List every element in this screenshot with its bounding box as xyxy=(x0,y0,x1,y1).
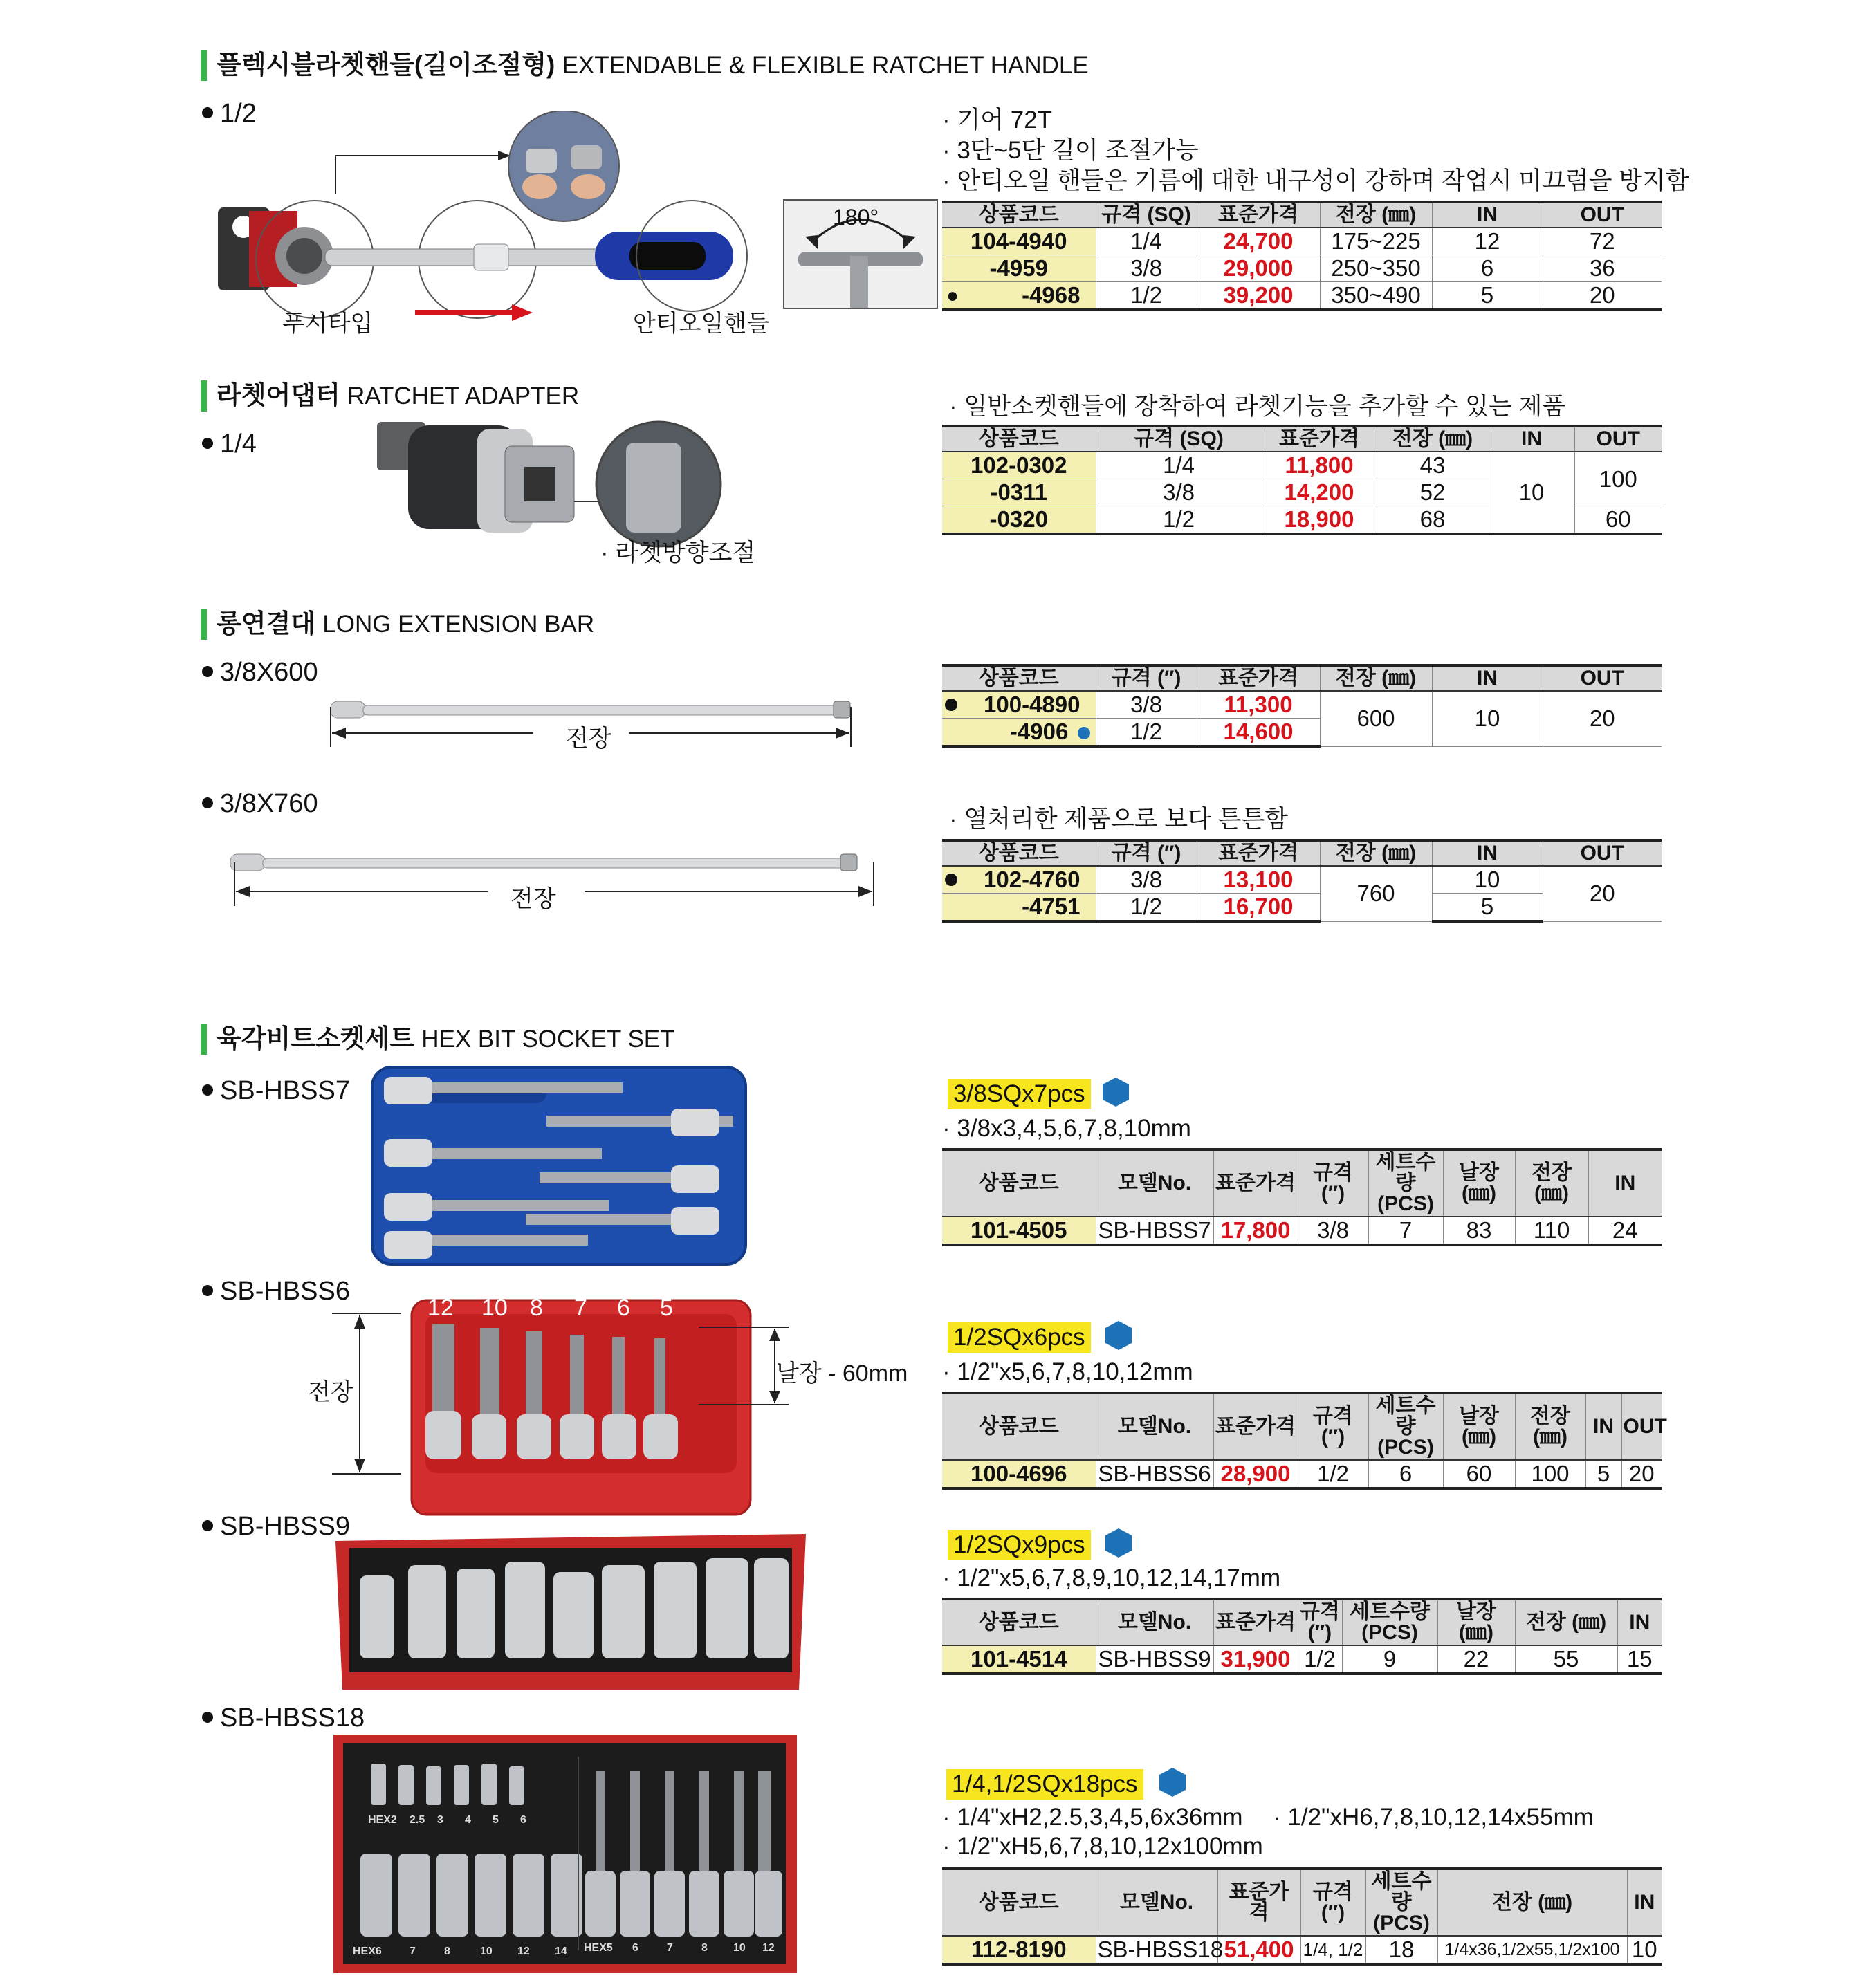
product-code: -0311 xyxy=(942,479,1096,506)
price: 28,900 xyxy=(1213,1460,1298,1488)
variant-label: 1/4 xyxy=(202,429,257,459)
length: 350~490 xyxy=(1320,282,1432,311)
product-code xyxy=(942,691,1096,719)
hbss7-case-image xyxy=(367,1062,761,1269)
out-qty: 60 xyxy=(1574,506,1662,535)
header-blade: 날장 (㎜) xyxy=(1437,1599,1515,1645)
length-label: 전장 xyxy=(566,725,611,752)
product-code-text: -4906 xyxy=(1009,719,1069,744)
set-tag-hbss6: 1/2SQx6pcs xyxy=(948,1322,1091,1353)
table-row xyxy=(942,1936,1662,1964)
header-in: IN xyxy=(1432,665,1543,691)
model-label-hbss6: SB-HBSS6 xyxy=(202,1276,350,1306)
header-length: 전장 (㎜) xyxy=(1377,426,1489,452)
in-qty: 10 xyxy=(1432,691,1543,746)
product-code: 112-8190 xyxy=(942,1936,1096,1964)
product-code xyxy=(942,719,1096,747)
slot-label: 4 xyxy=(465,1814,471,1826)
header-code: 상품코드 xyxy=(942,426,1096,452)
variant-label: 1/2 xyxy=(202,98,257,129)
header-price: 표준가격 xyxy=(1197,202,1320,228)
set-note-hbss18-2: · 1/2"xH6,7,8,10,12,14x55mm xyxy=(1273,1804,1594,1831)
price: 14,200 xyxy=(1262,479,1377,506)
price: 14,600 xyxy=(1197,719,1320,747)
out-qty: 20 xyxy=(1543,282,1662,311)
header-code: 상품코드 xyxy=(942,665,1096,691)
slot-label: 12 xyxy=(517,1945,530,1957)
hbss6-spec-table xyxy=(942,1392,1667,1490)
spec: 1/2 xyxy=(1298,1645,1342,1674)
set-qty: 9 xyxy=(1342,1645,1437,1674)
price: 51,400 xyxy=(1217,1936,1300,1964)
blade-length: 83 xyxy=(1443,1217,1515,1245)
set-tag-hbss18: 1/4,1/2SQx18pcs xyxy=(946,1769,1143,1800)
hbss18-spec-table xyxy=(942,1867,1662,1966)
header-code: 상품코드 xyxy=(942,1869,1096,1936)
header-length: 전장 (㎜) xyxy=(1515,1149,1588,1217)
table-row xyxy=(942,691,1662,719)
anti-oil-handle-caption: 안티오일핸들 xyxy=(633,311,770,337)
header-length: 전장 (㎜) xyxy=(1320,840,1432,866)
header-code: 상품코드 xyxy=(942,1393,1096,1460)
featured-marker: ● xyxy=(946,284,959,307)
out-qty: 36 xyxy=(1543,255,1662,282)
length: 55 xyxy=(1515,1645,1617,1674)
hbss9-case-image xyxy=(329,1534,813,1693)
table-header-row xyxy=(942,426,1662,452)
blade-length: 60 xyxy=(1443,1460,1515,1488)
ratchet-adapter-note: · 일반소켓핸들에 장착하여 라쳇기능을 추가할 수 있는 제품 xyxy=(949,393,1565,420)
length: 250~350 xyxy=(1320,255,1432,282)
title-english: LONG EXTENSION BAR xyxy=(322,611,595,638)
title-english: RATCHET ADAPTER xyxy=(347,382,580,409)
product-code xyxy=(942,866,1096,894)
slot-label: 7 xyxy=(410,1945,416,1957)
table-header-row xyxy=(942,840,1662,866)
hex-icon xyxy=(1100,1076,1132,1108)
length-label: 전장 xyxy=(308,1379,353,1405)
ratchet-direction-caption: · 라쳇방향조절 xyxy=(600,539,755,567)
size-label: 5 xyxy=(660,1295,673,1321)
header-price: 표준가격 xyxy=(1213,1393,1298,1460)
header-out: OUT xyxy=(1543,202,1662,228)
spec: 3/8 xyxy=(1096,691,1197,719)
product-code: 104-4940 xyxy=(942,228,1096,255)
header-length: 전장 (㎜) xyxy=(1515,1599,1617,1645)
set-note-hbss6: · 1/2"x5,6,7,8,10,12mm xyxy=(942,1358,1193,1386)
header-set-qty: 세트수량 (PCS) xyxy=(1365,1869,1437,1936)
out-qty: 20 xyxy=(1543,691,1662,746)
header-spec: 규격 (″) xyxy=(1096,840,1197,866)
spec: 1/2 xyxy=(1096,506,1262,535)
size-label: 12 xyxy=(427,1295,454,1321)
hex-icon xyxy=(1157,1766,1188,1798)
slot-label: 12 xyxy=(762,1942,775,1954)
header-price: 표준가격 xyxy=(1197,840,1320,866)
size-label: 10 xyxy=(481,1295,508,1321)
featured-dot xyxy=(945,699,957,711)
set-note-hbss18-3: · 1/2"xH5,6,7,8,10,12x100mm xyxy=(942,1833,1263,1860)
out-qty: 20 xyxy=(1621,1460,1662,1488)
blade-length: 22 xyxy=(1437,1645,1515,1674)
spec: 1/2 xyxy=(1096,894,1197,922)
price: 11,800 xyxy=(1262,452,1377,479)
table-row xyxy=(942,1460,1662,1488)
product-code: 102-0302 xyxy=(942,452,1096,479)
table-row xyxy=(942,452,1662,479)
header-price: 표준가격 xyxy=(1197,665,1320,691)
featured-dot xyxy=(945,874,957,886)
header-in: IN xyxy=(1588,1149,1662,1217)
spec: 3/8 xyxy=(1298,1217,1368,1245)
spec: 3/8 xyxy=(1096,479,1262,506)
slot-label: 8 xyxy=(444,1945,450,1957)
slot-label: HEX6 xyxy=(353,1945,382,1957)
spec: 1/2 xyxy=(1096,282,1197,311)
model-label-hbss9: SB-HBSS9 xyxy=(202,1511,350,1542)
price: 16,700 xyxy=(1197,894,1320,922)
spec: 1/2 xyxy=(1298,1460,1368,1488)
header-out: OUT xyxy=(1574,426,1662,452)
header-price: 표준가격 xyxy=(1213,1149,1298,1217)
header-price: 표준가격 xyxy=(1217,1869,1300,1936)
table-header-row xyxy=(942,1869,1662,1936)
header-code: 상품코드 xyxy=(942,1149,1096,1217)
table-header-row xyxy=(942,1599,1662,1645)
extension-bar-600-spec-table xyxy=(942,664,1662,748)
slot-label: 8 xyxy=(701,1942,708,1954)
size-label: 6 xyxy=(617,1295,630,1321)
variant-label-760: 3/8X760 xyxy=(202,788,318,819)
header-in: IN xyxy=(1432,840,1543,866)
table-row xyxy=(942,228,1662,255)
in-qty: 10 xyxy=(1432,866,1543,894)
slot-label: 5 xyxy=(493,1814,499,1826)
header-model: 모델No. xyxy=(1096,1149,1213,1217)
header-model: 모델No. xyxy=(1096,1393,1213,1460)
price: 17,800 xyxy=(1213,1217,1298,1245)
in-qty: 12 xyxy=(1432,228,1543,255)
set-note-hbss7: · 3/8x3,4,5,6,7,8,10mm xyxy=(942,1115,1191,1143)
model-label-hbss7: SB-HBSS7 xyxy=(202,1075,350,1106)
price: 18,900 xyxy=(1262,506,1377,535)
length-label: 전장 xyxy=(511,886,556,912)
table-row xyxy=(942,255,1662,282)
price: 24,700 xyxy=(1197,228,1320,255)
header-out: OUT xyxy=(1621,1393,1662,1460)
spec: 1/4, 1/2 xyxy=(1300,1936,1365,1964)
header-out: OUT xyxy=(1543,665,1662,691)
header-spec: 규격 (″) xyxy=(1298,1599,1342,1645)
header-length: 전장 (㎜) xyxy=(1515,1393,1585,1460)
push-type-caption: 푸시타입 xyxy=(282,311,374,337)
in-qty: 5 xyxy=(1432,894,1543,922)
rotation-diagram xyxy=(783,199,938,309)
price: 31,900 xyxy=(1213,1645,1298,1674)
spec: 3/8 xyxy=(1096,255,1197,282)
size-label: 7 xyxy=(574,1295,587,1321)
price: 11,300 xyxy=(1197,691,1320,719)
table-row xyxy=(942,1645,1662,1674)
slot-label: HEX5 xyxy=(584,1942,613,1954)
slot-label: 7 xyxy=(667,1942,673,1954)
in-qty: 5 xyxy=(1585,1460,1621,1488)
header-code: 상품코드 xyxy=(942,1599,1096,1645)
header-in: IN xyxy=(1489,426,1574,452)
set-qty: 7 xyxy=(1368,1217,1443,1245)
in-qty: 15 xyxy=(1617,1645,1662,1674)
model-label-hbss18: SB-HBSS18 xyxy=(202,1703,365,1733)
header-length: 전장 (㎜) xyxy=(1320,202,1432,228)
title-english: EXTENDABLE & FLEXIBLE RATCHET HANDLE xyxy=(562,52,1089,79)
out-qty: 20 xyxy=(1543,866,1662,921)
hex-icon xyxy=(1103,1527,1134,1559)
header-price: 표준가격 xyxy=(1213,1599,1298,1645)
hbss18-case-image xyxy=(333,1735,797,1973)
product-code: -4751 xyxy=(942,894,1096,922)
table-header-row xyxy=(942,1393,1662,1460)
header-in: IN xyxy=(1585,1393,1621,1460)
spec: 1/4 xyxy=(1096,452,1262,479)
in-qty: 24 xyxy=(1588,1217,1662,1245)
set-note-hbss18-1: · 1/4"xH2,2.5,3,4,5,6x36mm xyxy=(942,1804,1243,1831)
extension-bar-section-title xyxy=(201,609,594,640)
angle-label: 180° xyxy=(833,205,879,230)
header-code: 상품코드 xyxy=(942,202,1096,228)
header-set-qty: 세트수량 (PCS) xyxy=(1368,1149,1443,1217)
extension-bar-760-spec-table xyxy=(942,839,1662,923)
model-no: SB-HBSS7 xyxy=(1096,1217,1213,1245)
ratchet-adapter-spec-table xyxy=(942,425,1662,535)
header-blade: 날장 (㎜) xyxy=(1443,1149,1515,1217)
product-code-text: -4968 xyxy=(1022,282,1080,308)
model-no: SB-HBSS18 xyxy=(1096,1936,1217,1964)
blade-length-label: 날장 - 60mm xyxy=(776,1360,908,1387)
product-code: -4959 xyxy=(942,255,1096,282)
length: 52 xyxy=(1377,479,1489,506)
header-spec: 규격 (″) xyxy=(1298,1149,1368,1217)
header-spec: 규격 (″) xyxy=(1298,1393,1368,1460)
header-in: IN xyxy=(1617,1599,1662,1645)
new-product-dot xyxy=(1078,727,1090,739)
hbss9-spec-table xyxy=(942,1598,1662,1675)
title-english: HEX BIT SOCKET SET xyxy=(421,1026,675,1053)
table-header-row xyxy=(942,665,1662,691)
table-row xyxy=(942,282,1662,311)
spec: 3/8 xyxy=(1096,866,1197,894)
length: 43 xyxy=(1377,452,1489,479)
set-qty: 6 xyxy=(1368,1460,1443,1488)
header-set-qty: 세트수량 (PCS) xyxy=(1342,1599,1437,1645)
slot-label: 2.5 xyxy=(410,1814,425,1826)
ratchet-handle-note-2: · 3단~5단 길이 조절가능 xyxy=(942,137,1199,165)
header-spec: 규격 (SQ) xyxy=(1096,202,1197,228)
price: 39,200 xyxy=(1197,282,1320,311)
slot-label: 3 xyxy=(437,1814,443,1826)
out-qty: 72 xyxy=(1543,228,1662,255)
length: 100 xyxy=(1515,1460,1585,1488)
header-spec: 규격 (″) xyxy=(1300,1869,1365,1936)
ratchet-adapter-section-title xyxy=(201,380,579,412)
length: 68 xyxy=(1377,506,1489,535)
slot-label: 10 xyxy=(480,1945,493,1957)
product-code: 101-4505 xyxy=(942,1217,1096,1245)
spec: 1/2 xyxy=(1096,719,1197,747)
header-length: 전장 (㎜) xyxy=(1437,1869,1627,1936)
table-header-row xyxy=(942,1149,1662,1217)
variant-label-600: 3/8X600 xyxy=(202,657,318,687)
slot-label: 10 xyxy=(733,1942,746,1954)
header-out: OUT xyxy=(1543,840,1662,866)
size-label: 8 xyxy=(530,1295,543,1321)
slot-label: 6 xyxy=(632,1942,638,1954)
product-code xyxy=(942,282,1096,311)
title-korean: 롱연결대 xyxy=(217,609,315,638)
table-header-row xyxy=(942,202,1662,228)
product-code-text: 100-4890 xyxy=(984,692,1080,717)
slot-label: 6 xyxy=(520,1814,526,1826)
spec: 1/4 xyxy=(1096,228,1197,255)
ratchet-handle-spec-table xyxy=(942,201,1662,311)
length: 760 xyxy=(1320,866,1432,921)
hex-icon xyxy=(1103,1320,1134,1351)
product-code: 101-4514 xyxy=(942,1645,1096,1674)
price: 29,000 xyxy=(1197,255,1320,282)
header-set-qty: 세트수량 (PCS) xyxy=(1368,1393,1443,1460)
slot-label: 14 xyxy=(555,1945,567,1957)
product-code-text: 102-4760 xyxy=(984,867,1080,892)
in-qty: 10 xyxy=(1489,452,1574,534)
set-note-hbss9: · 1/2"x5,6,7,8,9,10,12,14,17mm xyxy=(942,1564,1280,1592)
model-no: SB-HBSS6 xyxy=(1096,1460,1213,1488)
price: 13,100 xyxy=(1197,866,1320,894)
length: 600 xyxy=(1320,691,1432,746)
ratchet-handle-note-3: · 안티오일 핸들은 기름에 대한 내구성이 강하며 작업시 미끄럼을 방지함 xyxy=(942,167,1689,195)
header-in: IN xyxy=(1432,202,1543,228)
ratchet-handle-section-title xyxy=(201,50,1089,81)
header-spec: 규격 (SQ) xyxy=(1096,426,1262,452)
table-row xyxy=(942,1217,1662,1245)
header-blade: 날장 (㎜) xyxy=(1443,1393,1515,1460)
set-tag-hbss9: 1/2SQx9pcs xyxy=(948,1530,1091,1560)
out-qty: 100 xyxy=(1574,452,1662,506)
title-korean: 육각비트소켓세트 xyxy=(217,1024,414,1053)
length: 1/4x36,1/2x55,1/2x100 xyxy=(1437,1936,1627,1964)
hex-bit-set-section-title xyxy=(201,1024,675,1055)
slot-label: HEX2 xyxy=(368,1814,397,1826)
extension-bar-note: · 열처리한 제품으로 보다 튼튼함 xyxy=(949,806,1288,833)
header-price: 표준가격 xyxy=(1262,426,1377,452)
header-code: 상품코드 xyxy=(942,840,1096,866)
hbss7-spec-table xyxy=(942,1148,1662,1246)
in-qty: 10 xyxy=(1627,1936,1662,1964)
set-tag-hbss7: 3/8SQx7pcs xyxy=(948,1079,1091,1109)
title-korean: 플렉시블라쳇핸들(길이조절형) xyxy=(217,50,555,79)
header-in: IN xyxy=(1627,1869,1662,1936)
table-row xyxy=(942,866,1662,894)
header-model: 모델No. xyxy=(1096,1869,1217,1936)
header-model: 모델No. xyxy=(1096,1599,1213,1645)
set-qty: 18 xyxy=(1365,1936,1437,1964)
header-spec: 규격 (″) xyxy=(1096,665,1197,691)
in-qty: 5 xyxy=(1432,282,1543,311)
ratchet-handle-note-1: · 기어 72T xyxy=(942,107,1052,134)
in-qty: 6 xyxy=(1432,255,1543,282)
title-korean: 라쳇어댑터 xyxy=(217,381,340,409)
model-no: SB-HBSS9 xyxy=(1096,1645,1213,1674)
length: 175~225 xyxy=(1320,228,1432,255)
header-length: 전장 (㎜) xyxy=(1320,665,1432,691)
length: 110 xyxy=(1515,1217,1588,1245)
product-code: -0320 xyxy=(942,506,1096,535)
product-code: 100-4696 xyxy=(942,1460,1096,1488)
